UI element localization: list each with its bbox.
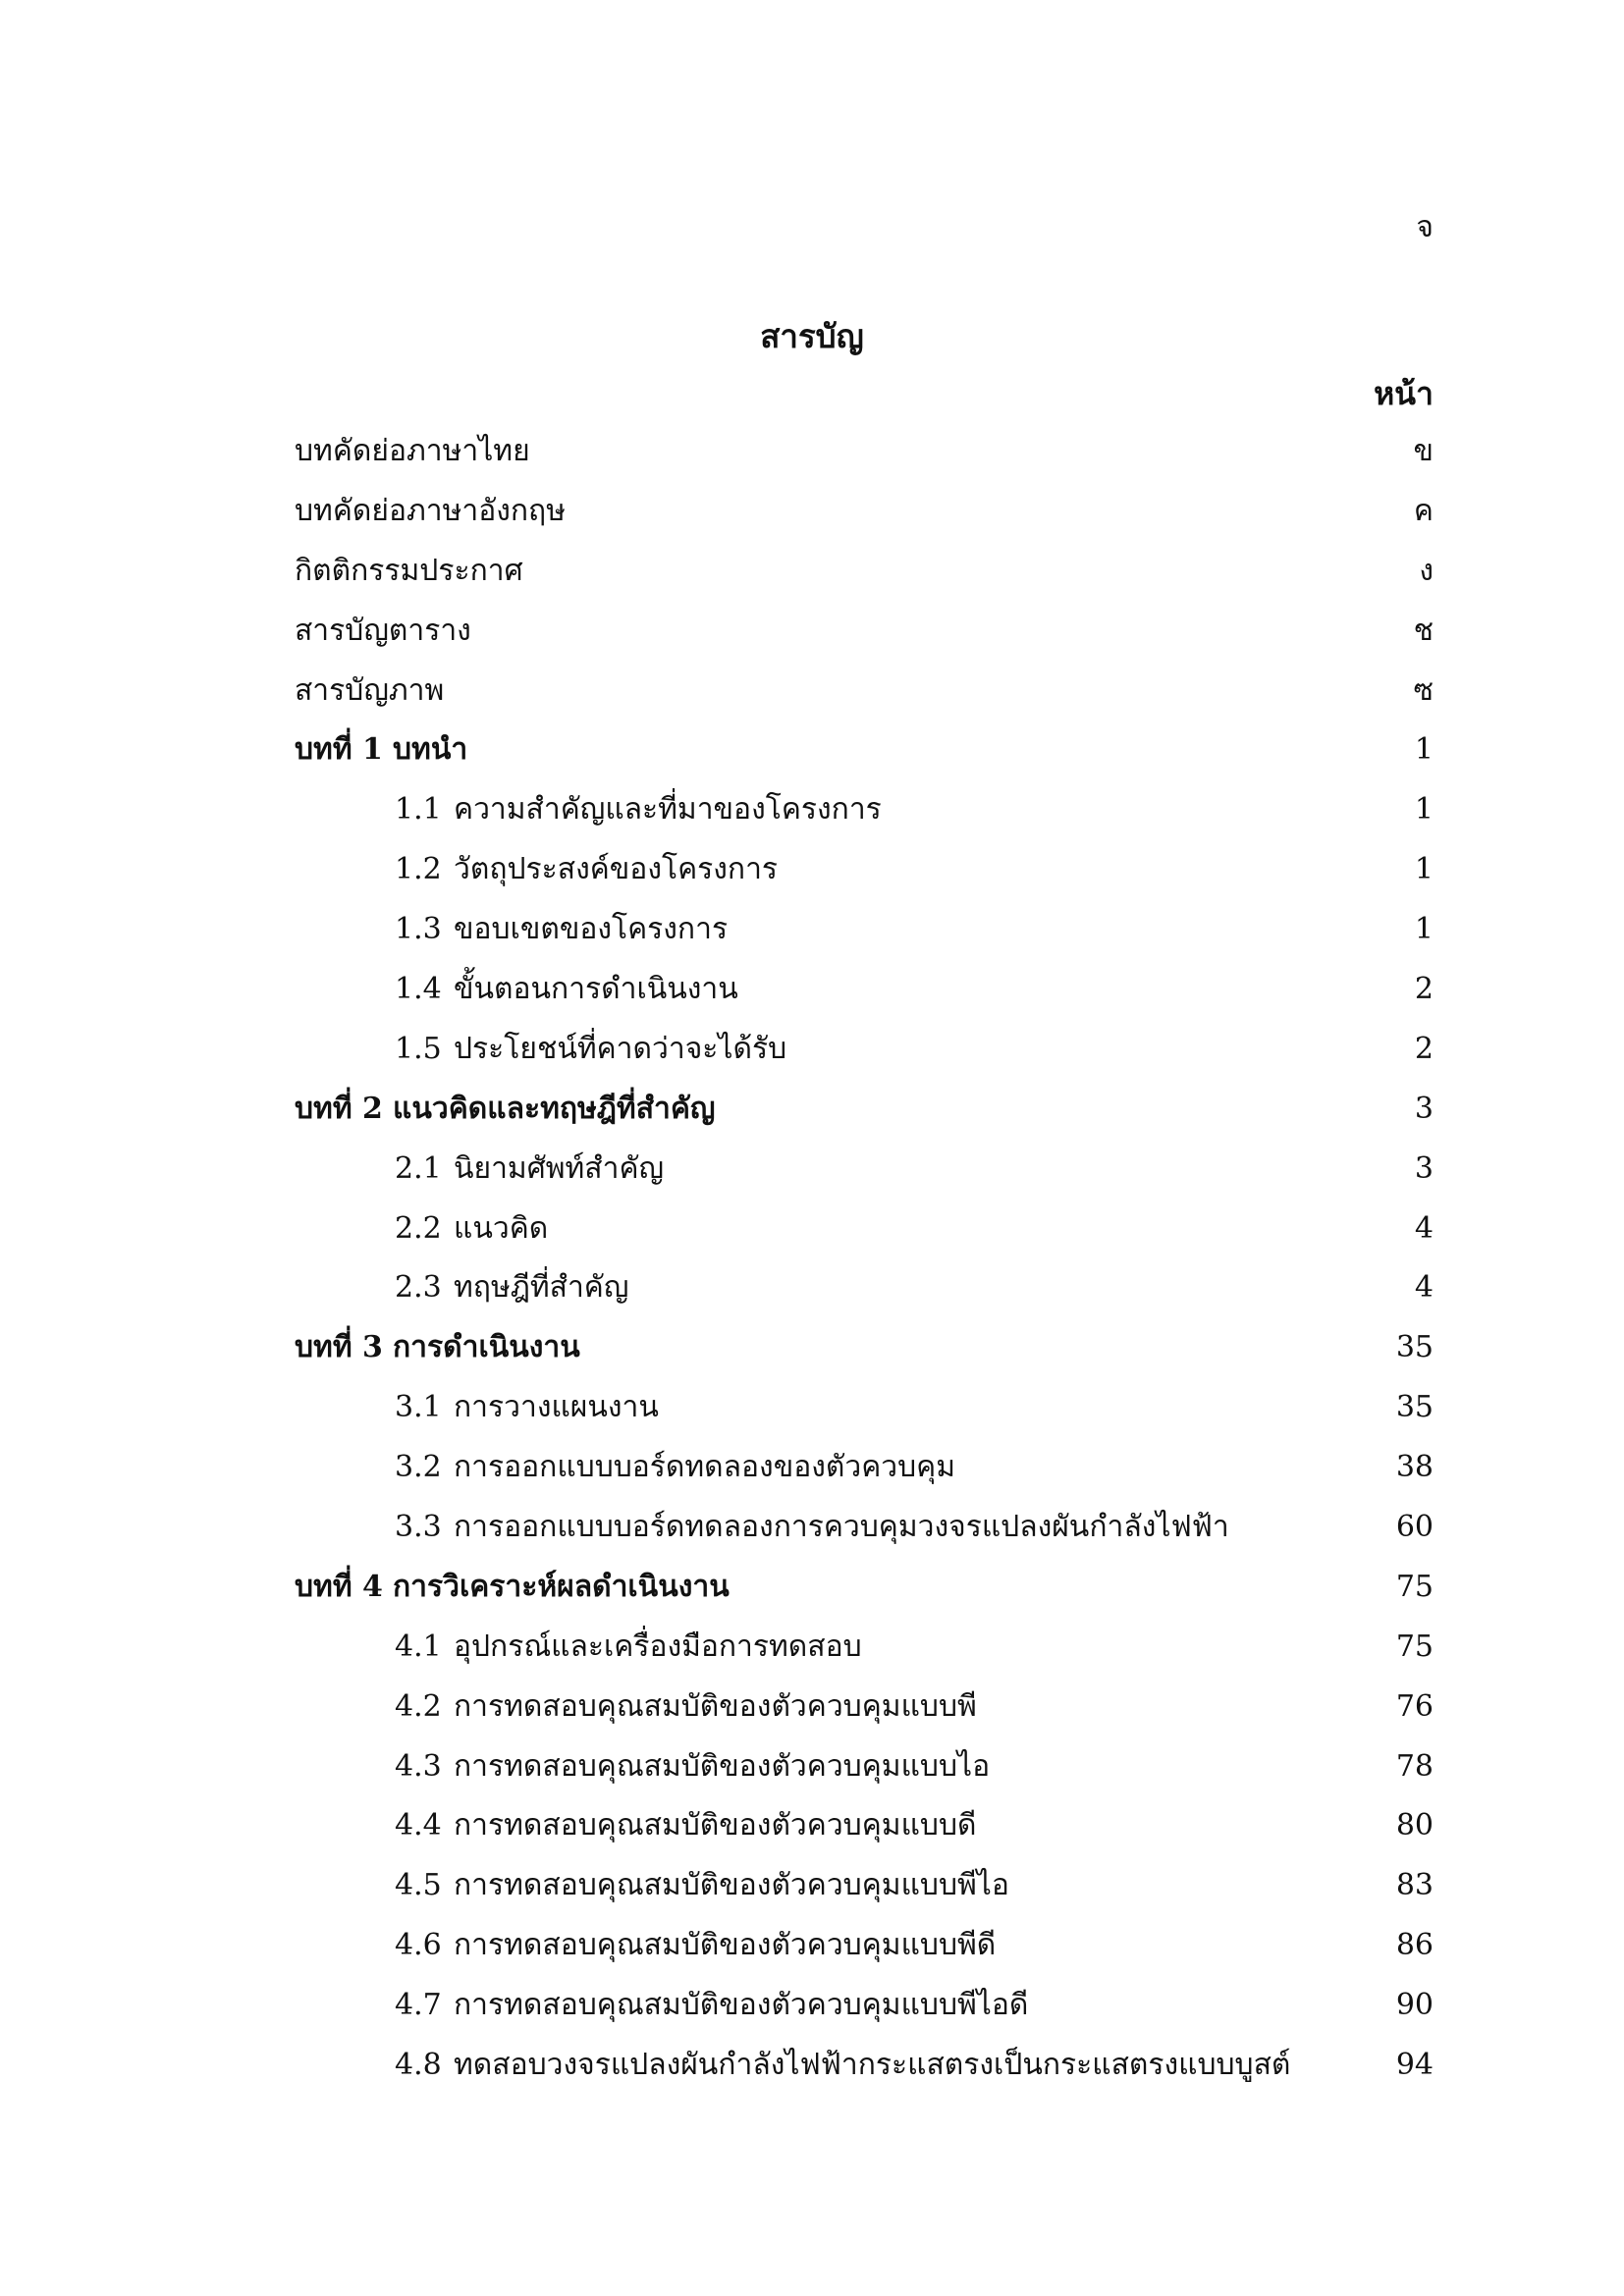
toc-entry-label [395, 1258, 628, 1318]
toc-entry-label [395, 1200, 548, 1259]
toc-entry-page: 35 [1395, 1330, 1434, 1365]
toc-entry-label [295, 1318, 580, 1378]
toc-entry-number: 1.1 [395, 792, 442, 828]
toc-entry-label [395, 1378, 659, 1438]
toc-entry-page: 86 [1395, 1928, 1434, 1963]
toc-entry-text: ทฤษฎีที่สำคัญ [454, 1270, 629, 1306]
toc-section-row [295, 2036, 1434, 2096]
toc-section-row [295, 1438, 1434, 1498]
toc-entry-text: ประโยชน์ที่คาดว่าจะได้รับ [454, 1031, 787, 1066]
toc-entry-label [395, 1856, 1009, 1916]
toc-entry-label [395, 840, 778, 900]
toc-entry-text: การทดสอบคุณสมบัติของตัวควบคุมแบบพีไอดี [454, 1988, 1029, 2023]
toc-entry-number: 4.2 [395, 1688, 442, 1724]
toc-front-row [295, 542, 1434, 602]
toc-chapter-row [295, 1080, 1434, 1140]
page-column-header: หน้า [1374, 375, 1434, 412]
toc-chapter-row [295, 721, 1434, 780]
toc-entry-number: 4.5 [395, 1868, 442, 1903]
toc-section-row [295, 1498, 1434, 1558]
toc-entry-label [295, 662, 444, 721]
toc-entry-label [295, 1558, 730, 1618]
toc-entry-text: กิตติกรรมประกาศ [295, 553, 523, 588]
toc-entry-text: บทคัดย่อภาษาอังกฤษ [295, 493, 566, 528]
toc-entry-page: 83 [1395, 1868, 1434, 1903]
toc-entry-text: ความสำคัญและที่มาของโครงการ [454, 792, 882, 828]
toc-entry-text: สารบัญตาราง [295, 613, 471, 648]
toc-section-row [295, 960, 1434, 1020]
toc-section-row [295, 1856, 1434, 1916]
toc-entry-number: 4.7 [395, 1988, 442, 2023]
table-of-contents [295, 422, 1434, 2096]
toc-entry-number: 2.1 [395, 1150, 442, 1186]
toc-entry-label [395, 1140, 664, 1200]
toc-entry-label [395, 960, 738, 1020]
toc-entry-page: ข [1413, 434, 1434, 468]
toc-front-row [295, 602, 1434, 662]
toc-entry-page: 35 [1395, 1390, 1434, 1425]
toc-entry-page: 60 [1395, 1510, 1434, 1545]
toc-entry-number: 4.8 [395, 2048, 442, 2083]
toc-entry-label [395, 1438, 955, 1498]
toc-entry-label [395, 900, 728, 960]
toc-entry-label [395, 1618, 862, 1678]
toc-entry-number: 1.2 [395, 852, 442, 887]
toc-section-row [295, 900, 1434, 960]
toc-front-row [295, 422, 1434, 482]
toc-entry-page: 75 [1395, 1569, 1434, 1604]
toc-entry-number: บทที่ 2 [295, 1091, 383, 1126]
toc-entry-label [395, 1916, 996, 1976]
toc-entry-number: 4.1 [395, 1629, 442, 1664]
toc-section-row [295, 1678, 1434, 1737]
toc-entry-page: 3 [1414, 1150, 1434, 1186]
toc-section-row [295, 1737, 1434, 1797]
toc-entry-page: ซ [1413, 672, 1434, 708]
toc-entry-label [395, 1976, 1028, 2036]
toc-entry-label [395, 1737, 990, 1797]
toc-entry-page: ค [1413, 493, 1434, 528]
toc-front-row [295, 662, 1434, 721]
toc-entry-text: การทดสอบคุณสมบัติของตัวควบคุมแบบไอ [454, 1748, 991, 1784]
page-number: จ [1416, 210, 1434, 244]
toc-entry-label [395, 1020, 786, 1080]
toc-entry-page: 76 [1395, 1688, 1434, 1724]
toc-entry-page: 1 [1414, 912, 1434, 947]
toc-entry-page: 1 [1414, 852, 1434, 887]
toc-entry-text: การทดสอบคุณสมบัติของตัวควบคุมแบบพีไอ [454, 1868, 1009, 1903]
toc-entry-label [395, 1678, 977, 1737]
toc-section-row [295, 1258, 1434, 1318]
toc-entry-number: 4.3 [395, 1748, 442, 1784]
toc-section-row [295, 1976, 1434, 2036]
toc-section-row [295, 840, 1434, 900]
toc-entry-page: 78 [1395, 1748, 1434, 1784]
toc-entry-page: 1 [1414, 792, 1434, 828]
toc-chapter-row [295, 1558, 1434, 1618]
toc-entry-page: 2 [1414, 1031, 1434, 1066]
toc-entry-text: ทดสอบวงจรแปลงผันกำลังไฟฟ้ากระแสตรงเป็นกระแสตรงแบบบูสต์ [454, 2048, 1291, 2083]
toc-entry-number: บทที่ 4 [295, 1569, 383, 1604]
toc-entry-label [395, 2036, 1290, 2096]
toc-entry-text: สารบัญภาพ [295, 672, 445, 708]
toc-entry-label [295, 542, 523, 602]
toc-entry-page: ช [1413, 613, 1434, 648]
toc-entry-number: 4.6 [395, 1928, 442, 1963]
toc-entry-text: บทนำ [393, 732, 468, 768]
toc-entry-label [295, 721, 467, 780]
toc-entry-text: การวิเคราะห์ผลดำเนินงาน [393, 1569, 730, 1604]
toc-entry-label [295, 482, 566, 542]
toc-entry-page: 4 [1414, 1210, 1434, 1246]
toc-entry-number: 1.4 [395, 972, 442, 1007]
page-title: สารบัญ [760, 317, 864, 355]
toc-entry-label [395, 1796, 976, 1856]
toc-entry-text: แนวคิดและทฤษฎีที่สำคัญ [393, 1091, 716, 1126]
toc-section-row [295, 1140, 1434, 1200]
toc-entry-page: 38 [1395, 1450, 1434, 1485]
toc-front-row [295, 482, 1434, 542]
toc-entry-text: วัตถุประสงค์ของโครงการ [454, 852, 779, 887]
toc-entry-text: อุปกรณ์และเครื่องมือการทดสอบ [454, 1629, 862, 1664]
toc-entry-page: 90 [1395, 1988, 1434, 2023]
toc-section-row [295, 780, 1434, 840]
toc-entry-text: การออกแบบบอร์ดทดลองการควบคุมวงจรแปลงผันกำลังไฟฟ้า [454, 1510, 1229, 1545]
toc-entry-label [395, 780, 882, 840]
toc-entry-number: 1.3 [395, 912, 442, 947]
toc-entry-text: ขอบเขตของโครงการ [454, 912, 729, 947]
toc-entry-text: ขั้นตอนการดำเนินงาน [454, 972, 738, 1007]
toc-entry-text: การดำเนินงาน [393, 1330, 580, 1365]
toc-entry-label [295, 1080, 716, 1140]
toc-entry-page: 1 [1414, 732, 1434, 768]
toc-entry-text: การออกแบบบอร์ดทดลองของตัวควบคุม [454, 1450, 956, 1485]
toc-entry-number: 1.5 [395, 1031, 442, 1066]
toc-entry-number: 3.1 [395, 1390, 442, 1425]
toc-entry-page: 94 [1395, 2048, 1434, 2083]
toc-section-row [295, 1796, 1434, 1856]
toc-entry-number: บทที่ 3 [295, 1330, 383, 1365]
toc-chapter-row [295, 1318, 1434, 1378]
toc-entry-number: 3.2 [395, 1450, 442, 1485]
toc-entry-page: 80 [1395, 1808, 1434, 1843]
toc-entry-label [295, 422, 530, 482]
toc-entry-text: การทดสอบคุณสมบัติของตัวควบคุมแบบพี [454, 1688, 977, 1724]
toc-entry-label [395, 1498, 1229, 1558]
toc-entry-number: 3.3 [395, 1510, 442, 1545]
toc-entry-text: การวางแผนงาน [454, 1390, 659, 1425]
toc-section-row [295, 1020, 1434, 1080]
toc-entry-text: บทคัดย่อภาษาไทย [295, 434, 530, 468]
toc-entry-text: การทดสอบคุณสมบัติของตัวควบคุมแบบพีดี [454, 1928, 997, 1963]
toc-entry-page: 2 [1414, 972, 1434, 1007]
toc-entry-page: ง [1419, 553, 1434, 588]
toc-entry-number: บทที่ 1 [295, 732, 383, 768]
toc-entry-page: 75 [1395, 1629, 1434, 1664]
toc-entry-text: นิยามศัพท์สำคัญ [454, 1150, 665, 1186]
toc-entry-label [295, 602, 471, 662]
toc-entry-number: 2.3 [395, 1270, 442, 1306]
toc-entry-number: 4.4 [395, 1808, 442, 1843]
toc-section-row [295, 1378, 1434, 1438]
toc-entry-page: 4 [1414, 1270, 1434, 1306]
toc-section-row [295, 1200, 1434, 1259]
toc-entry-text: แนวคิด [454, 1210, 549, 1246]
toc-section-row [295, 1916, 1434, 1976]
toc-entry-number: 2.2 [395, 1210, 442, 1246]
toc-entry-page: 3 [1414, 1091, 1434, 1126]
toc-section-row [295, 1618, 1434, 1678]
toc-entry-text: การทดสอบคุณสมบัติของตัวควบคุมแบบดี [454, 1808, 977, 1843]
